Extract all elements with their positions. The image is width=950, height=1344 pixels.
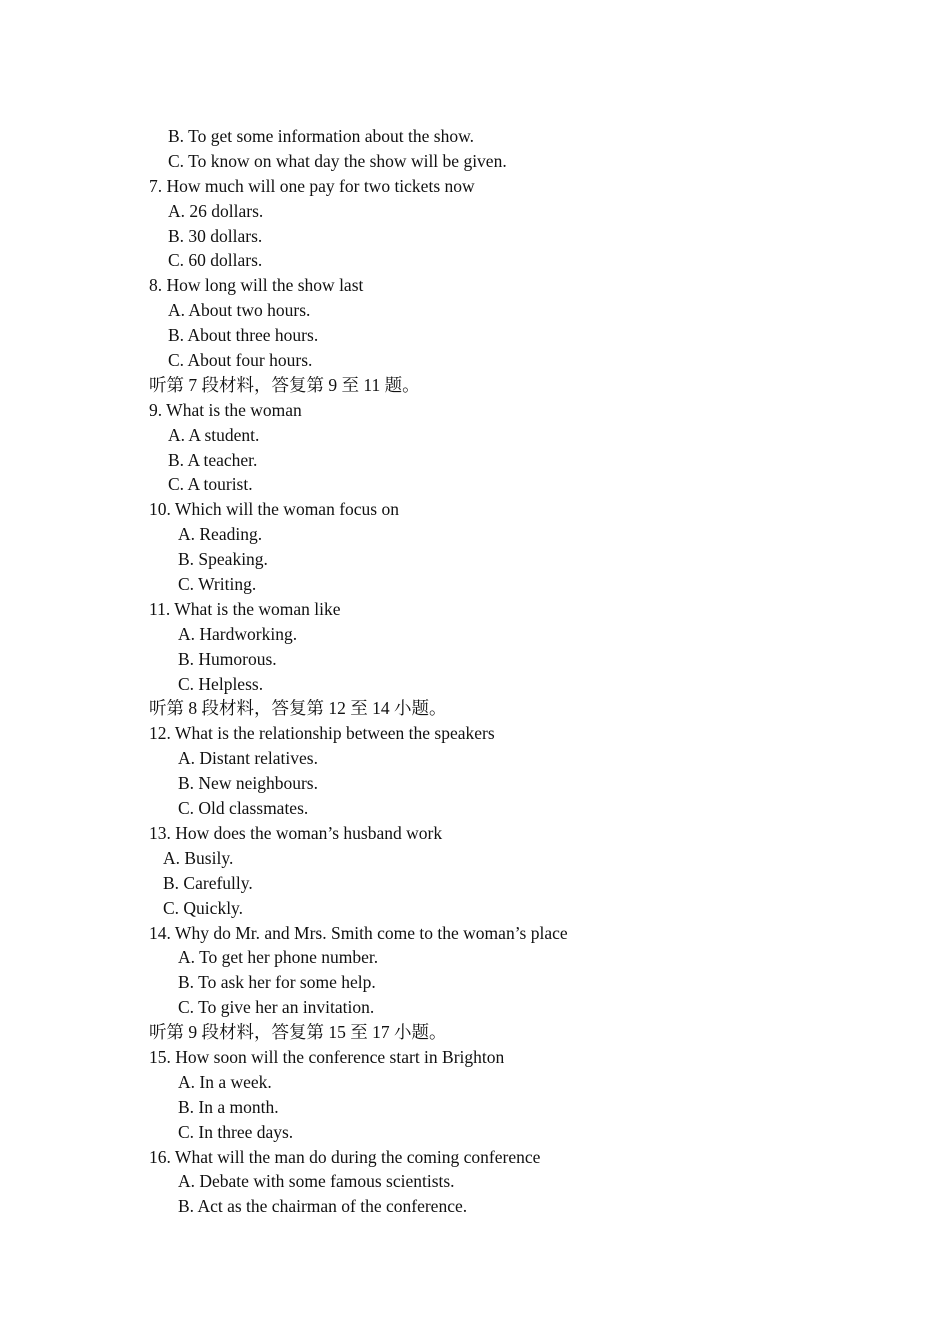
answer-option: B. Speaking. (178, 549, 268, 570)
answer-option: A. To get her phone number. (178, 947, 379, 968)
answer-option: A. About two hours. (168, 300, 311, 321)
answer-option: B. To get some information about the show. (168, 126, 474, 146)
question-text: 11. What is the woman like (149, 598, 341, 619)
answer-option: B. A teacher. (168, 449, 258, 470)
question-text: 8. How long will the show last (149, 275, 364, 296)
question-text: 12. What is the relationship between the speakers (149, 723, 495, 744)
answer-option: A. Busily. (163, 847, 234, 868)
answer-option: C. 60 dollars. (168, 250, 263, 271)
answer-option: A. Distant relatives. (178, 748, 318, 769)
answer-option: B. To ask her for some help. (178, 972, 376, 993)
answer-option: B. In a month. (178, 1096, 279, 1117)
answer-option: B. New neighbours. (178, 773, 318, 794)
question-text: 7. How much will one pay for two tickets now (149, 175, 475, 196)
answer-option: C. To give her an invitation. (178, 997, 375, 1018)
answer-option: C. Old classmates. (178, 798, 309, 819)
question-text: 16. What will the man do during the coming conference (149, 1146, 541, 1167)
answer-option: A. Debate with some famous scientists. (178, 1171, 455, 1192)
answer-option: A. 26 dollars. (168, 200, 264, 221)
question-text: 15. How soon will the conference start in Brighton (149, 1046, 505, 1067)
answer-option: B. Humorous. (178, 648, 277, 669)
question-text: 10. Which will the woman focus on (149, 499, 399, 520)
answer-option: C. Writing. (178, 574, 257, 595)
answer-option: B. About three hours. (168, 325, 319, 346)
question-text: 14. Why do Mr. and Mrs. Smith come to the woman’s place (149, 922, 568, 943)
answer-option: B. Act as the chairman of the conference. (178, 1196, 468, 1217)
answer-option: B. 30 dollars. (168, 225, 263, 246)
exam-text-body (0, 124, 950, 1219)
answer-option: C. In three days. (178, 1121, 294, 1142)
question-text: 9. What is the woman (149, 399, 302, 420)
question-text: 13. How does the woman’s husband work (149, 822, 443, 843)
answer-option: C. To know on what day the show will be given. (168, 150, 507, 171)
answer-option: A. Hardworking. (178, 623, 298, 644)
answer-option: A. In a week. (178, 1071, 272, 1092)
answer-option: C. A tourist. (168, 474, 253, 495)
answer-option: C. Helpless. (178, 673, 264, 694)
answer-option: C. Quickly. (163, 897, 244, 918)
section-instruction: 听第 8 段材料，答复第 12 至 14 小题。 (149, 698, 447, 719)
section-instruction: 听第 7 段材料，答复第 9 至 11 题。 (149, 374, 420, 395)
answer-option: A. Reading. (178, 524, 263, 545)
answer-option: A. A student. (168, 424, 260, 445)
section-instruction: 听第 9 段材料，答复第 15 至 17 小题。 (149, 1022, 447, 1043)
answer-option: B. Carefully. (163, 872, 253, 893)
answer-option: C. About four hours. (168, 350, 313, 371)
